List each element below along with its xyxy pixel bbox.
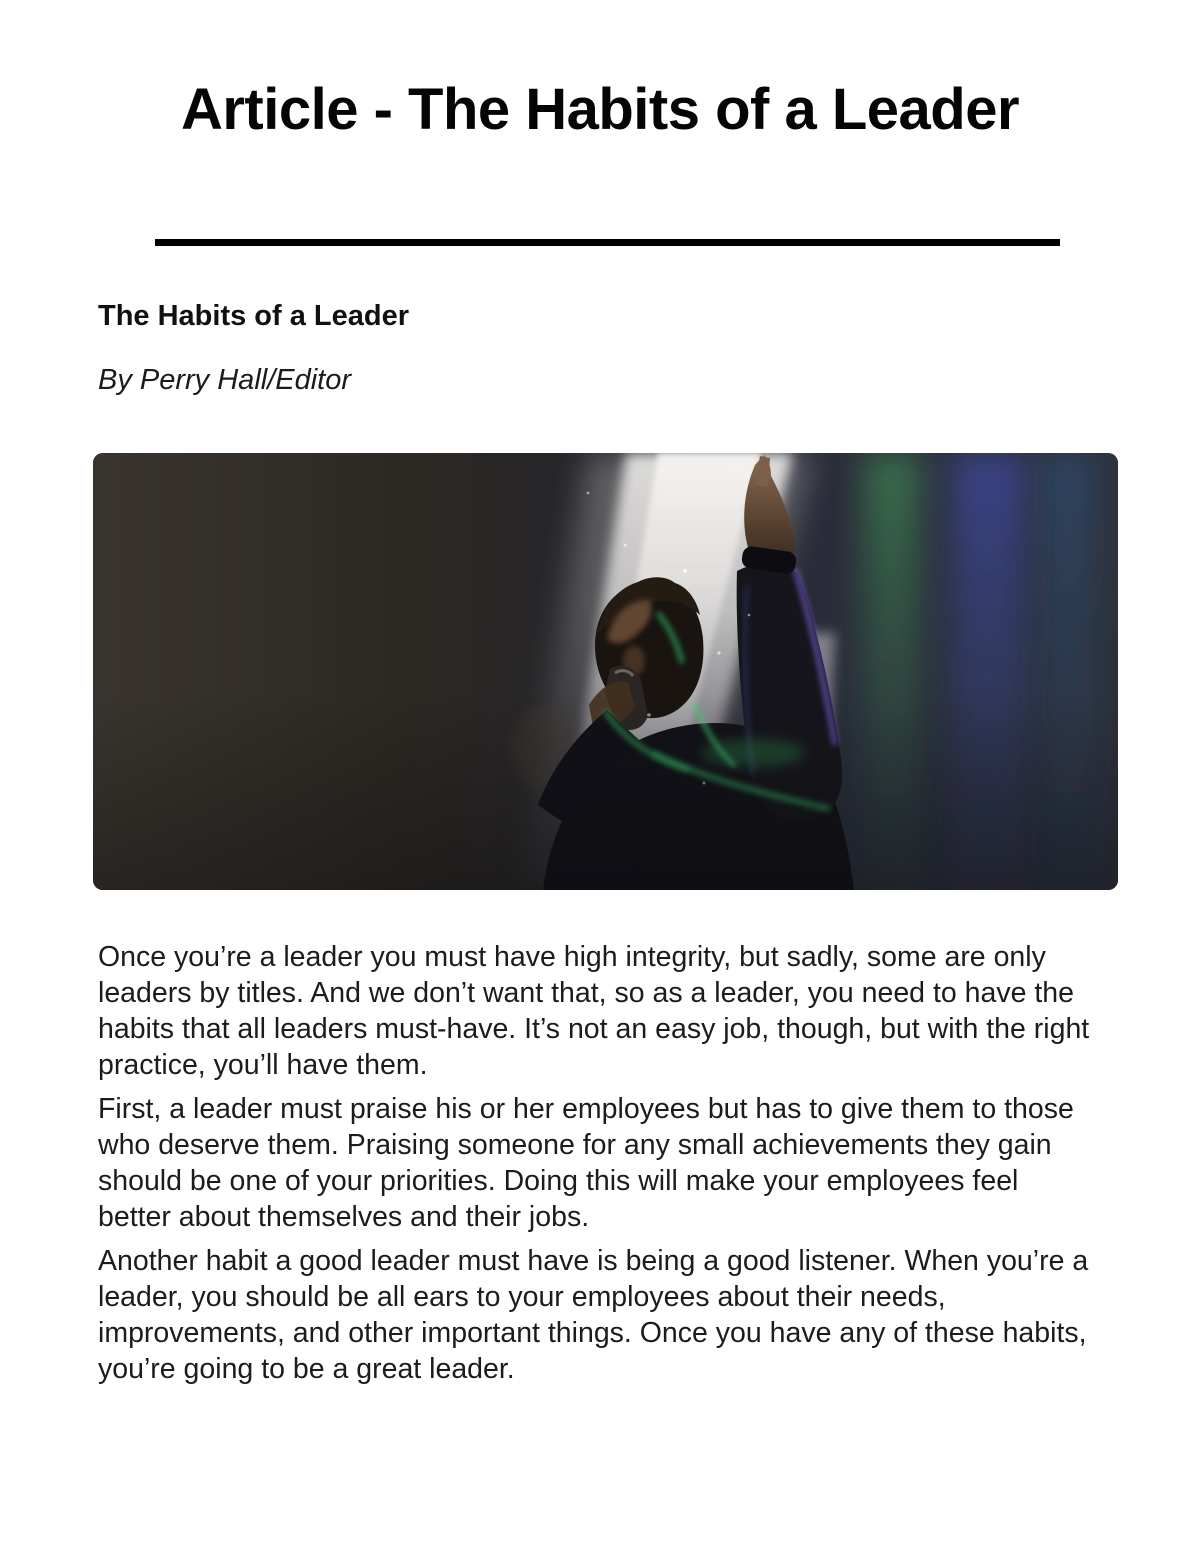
paragraph-3: Another habit a good leader must have is being a good listener. When you’re a leader, you should be all ears to your employees about their needs, improvements, and other important things. Once you have any of these habits, you’re going to be a great leader. bbox=[98, 1245, 1089, 1386]
hero-image bbox=[93, 453, 1118, 890]
paragraph-1: Once you’re a leader you must have high integrity, but sadly, some are only leaders by titles. And we don’t want that, so as a leader, you need to have the habits that all leaders must-have. It’s not an easy job, though, but with the right practice, you’ll have them. bbox=[98, 941, 1090, 1082]
paragraph-2: First, a leader must praise his or her employees but has to give them to those who deserve them. Praising someone for any small achievements they gain should be one of your priorities. Doing this will make your employees feel better about themselves and their jobs. bbox=[98, 1093, 1074, 1234]
article-byline: By Perry Hall/Editor bbox=[98, 364, 352, 397]
bottom-vignette bbox=[93, 453, 1118, 890]
article-body bbox=[98, 939, 1096, 1387]
title-divider bbox=[155, 239, 1060, 246]
performer-stage-illustration bbox=[93, 453, 1118, 890]
page-title: Article - The Habits of a Leader bbox=[180, 77, 1020, 142]
article-heading: The Habits of a Leader bbox=[98, 300, 410, 333]
